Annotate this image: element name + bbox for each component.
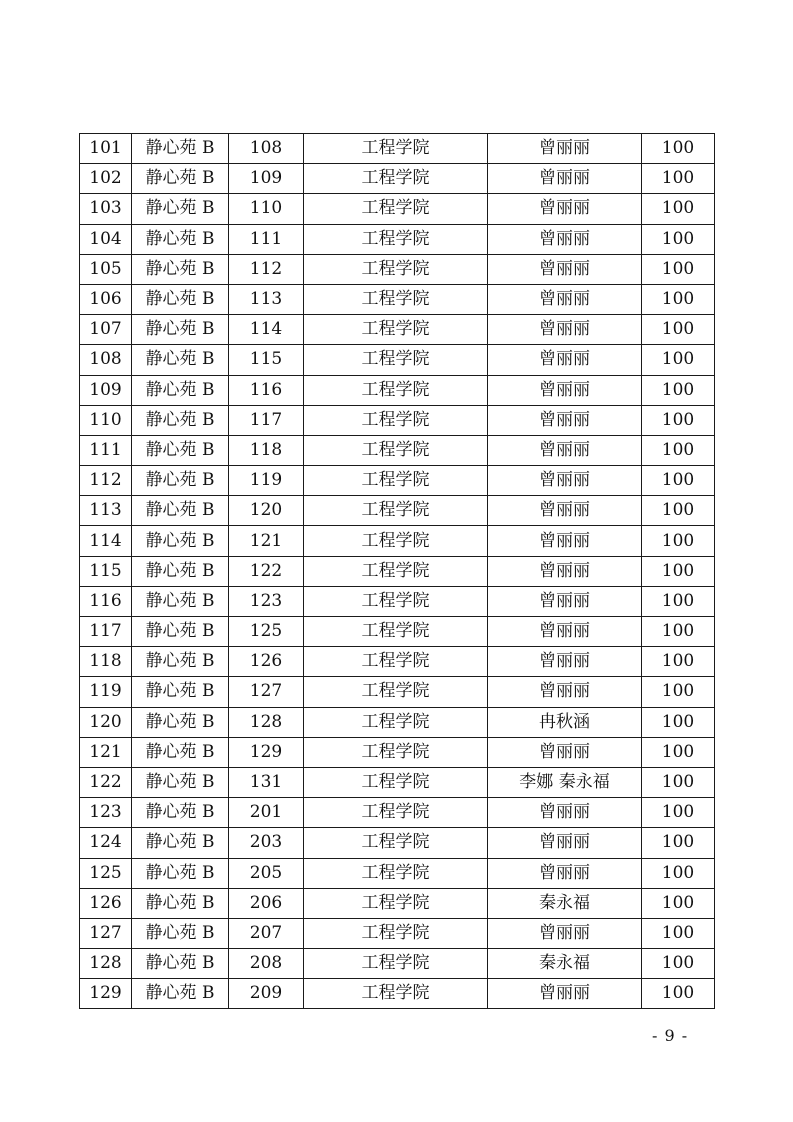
row-index-cell: 117 xyxy=(80,617,132,647)
row-index-cell: 118 xyxy=(80,647,132,677)
room-number-cell: 131 xyxy=(229,767,304,797)
room-number-cell: 118 xyxy=(229,435,304,465)
row-index-cell: 126 xyxy=(80,888,132,918)
table-row xyxy=(80,194,715,224)
room-number-cell: 116 xyxy=(229,375,304,405)
score-cell: 100 xyxy=(642,556,715,586)
building-cell: 静心苑 B xyxy=(132,798,229,828)
row-index-cell: 128 xyxy=(80,949,132,979)
table-row xyxy=(80,979,715,1009)
building-cell: 静心苑 B xyxy=(132,828,229,858)
college-cell: 工程学院 xyxy=(304,435,488,465)
room-number-cell: 115 xyxy=(229,345,304,375)
person-cell: 曾丽丽 xyxy=(488,134,642,164)
college-cell: 工程学院 xyxy=(304,345,488,375)
building-cell: 静心苑 B xyxy=(132,405,229,435)
building-cell: 静心苑 B xyxy=(132,315,229,345)
table-row xyxy=(80,405,715,435)
row-index-cell: 120 xyxy=(80,707,132,737)
building-cell: 静心苑 B xyxy=(132,858,229,888)
row-index-cell: 112 xyxy=(80,466,132,496)
row-index-cell: 121 xyxy=(80,737,132,767)
college-cell: 工程学院 xyxy=(304,315,488,345)
person-cell: 曾丽丽 xyxy=(488,194,642,224)
room-number-cell: 114 xyxy=(229,315,304,345)
row-index-cell: 101 xyxy=(80,134,132,164)
person-cell: 曾丽丽 xyxy=(488,979,642,1009)
room-number-cell: 113 xyxy=(229,284,304,314)
row-index-cell: 122 xyxy=(80,767,132,797)
table-row xyxy=(80,315,715,345)
room-number-cell: 129 xyxy=(229,737,304,767)
college-cell: 工程学院 xyxy=(304,979,488,1009)
row-index-cell: 105 xyxy=(80,254,132,284)
building-cell: 静心苑 B xyxy=(132,194,229,224)
room-number-cell: 206 xyxy=(229,888,304,918)
row-index-cell: 104 xyxy=(80,224,132,254)
building-cell: 静心苑 B xyxy=(132,918,229,948)
score-cell: 100 xyxy=(642,888,715,918)
person-cell: 秦永福 xyxy=(488,888,642,918)
person-cell: 曾丽丽 xyxy=(488,526,642,556)
table-row xyxy=(80,466,715,496)
table-row xyxy=(80,918,715,948)
building-cell: 静心苑 B xyxy=(132,224,229,254)
table-row xyxy=(80,586,715,616)
row-index-cell: 103 xyxy=(80,194,132,224)
row-index-cell: 114 xyxy=(80,526,132,556)
person-cell: 曾丽丽 xyxy=(488,828,642,858)
college-cell: 工程学院 xyxy=(304,526,488,556)
row-index-cell: 125 xyxy=(80,858,132,888)
building-cell: 静心苑 B xyxy=(132,949,229,979)
table-body xyxy=(80,134,715,1009)
row-index-cell: 129 xyxy=(80,979,132,1009)
room-number-cell: 120 xyxy=(229,496,304,526)
person-cell: 曾丽丽 xyxy=(488,617,642,647)
person-cell: 曾丽丽 xyxy=(488,496,642,526)
room-number-cell: 123 xyxy=(229,586,304,616)
person-cell: 曾丽丽 xyxy=(488,556,642,586)
score-cell: 100 xyxy=(642,979,715,1009)
building-cell: 静心苑 B xyxy=(132,556,229,586)
person-cell: 曾丽丽 xyxy=(488,586,642,616)
row-index-cell: 123 xyxy=(80,798,132,828)
score-cell: 100 xyxy=(642,405,715,435)
room-number-cell: 110 xyxy=(229,194,304,224)
room-number-cell: 127 xyxy=(229,677,304,707)
person-cell: 秦永福 xyxy=(488,949,642,979)
college-cell: 工程学院 xyxy=(304,647,488,677)
room-number-cell: 109 xyxy=(229,164,304,194)
person-cell: 曾丽丽 xyxy=(488,435,642,465)
building-cell: 静心苑 B xyxy=(132,526,229,556)
college-cell: 工程学院 xyxy=(304,194,488,224)
college-cell: 工程学院 xyxy=(304,586,488,616)
building-cell: 静心苑 B xyxy=(132,466,229,496)
room-number-cell: 112 xyxy=(229,254,304,284)
room-number-cell: 208 xyxy=(229,949,304,979)
score-cell: 100 xyxy=(642,435,715,465)
score-cell: 100 xyxy=(642,707,715,737)
row-index-cell: 102 xyxy=(80,164,132,194)
table-row xyxy=(80,707,715,737)
room-number-cell: 125 xyxy=(229,617,304,647)
building-cell: 静心苑 B xyxy=(132,435,229,465)
room-number-cell: 205 xyxy=(229,858,304,888)
row-index-cell: 116 xyxy=(80,586,132,616)
person-cell: 曾丽丽 xyxy=(488,224,642,254)
score-cell: 100 xyxy=(642,496,715,526)
table-row xyxy=(80,647,715,677)
college-cell: 工程学院 xyxy=(304,767,488,797)
table-row xyxy=(80,737,715,767)
college-cell: 工程学院 xyxy=(304,254,488,284)
table-row xyxy=(80,224,715,254)
table-row xyxy=(80,375,715,405)
score-cell: 100 xyxy=(642,194,715,224)
college-cell: 工程学院 xyxy=(304,737,488,767)
person-cell: 曾丽丽 xyxy=(488,315,642,345)
person-cell: 曾丽丽 xyxy=(488,737,642,767)
person-cell: 曾丽丽 xyxy=(488,858,642,888)
score-cell: 100 xyxy=(642,526,715,556)
score-cell: 100 xyxy=(642,375,715,405)
college-cell: 工程学院 xyxy=(304,617,488,647)
building-cell: 静心苑 B xyxy=(132,586,229,616)
building-cell: 静心苑 B xyxy=(132,737,229,767)
building-cell: 静心苑 B xyxy=(132,617,229,647)
table-row xyxy=(80,164,715,194)
table-row xyxy=(80,526,715,556)
building-cell: 静心苑 B xyxy=(132,164,229,194)
building-cell: 静心苑 B xyxy=(132,345,229,375)
row-index-cell: 124 xyxy=(80,828,132,858)
row-index-cell: 113 xyxy=(80,496,132,526)
building-cell: 静心苑 B xyxy=(132,888,229,918)
college-cell: 工程学院 xyxy=(304,949,488,979)
person-cell: 曾丽丽 xyxy=(488,466,642,496)
college-cell: 工程学院 xyxy=(304,888,488,918)
page-number: - 9 - xyxy=(652,1026,689,1045)
building-cell: 静心苑 B xyxy=(132,677,229,707)
score-cell: 100 xyxy=(642,345,715,375)
score-cell: 100 xyxy=(642,647,715,677)
person-cell: 曾丽丽 xyxy=(488,918,642,948)
person-cell: 曾丽丽 xyxy=(488,647,642,677)
table-row xyxy=(80,949,715,979)
person-cell: 李娜 秦永福 xyxy=(488,767,642,797)
college-cell: 工程学院 xyxy=(304,858,488,888)
row-index-cell: 110 xyxy=(80,405,132,435)
row-index-cell: 127 xyxy=(80,918,132,948)
table-row xyxy=(80,496,715,526)
room-number-cell: 117 xyxy=(229,405,304,435)
row-index-cell: 107 xyxy=(80,315,132,345)
college-cell: 工程学院 xyxy=(304,375,488,405)
table-row xyxy=(80,345,715,375)
building-cell: 静心苑 B xyxy=(132,979,229,1009)
table-row xyxy=(80,254,715,284)
college-cell: 工程学院 xyxy=(304,284,488,314)
score-cell: 100 xyxy=(642,918,715,948)
college-cell: 工程学院 xyxy=(304,164,488,194)
room-number-cell: 122 xyxy=(229,556,304,586)
person-cell: 曾丽丽 xyxy=(488,284,642,314)
person-cell: 曾丽丽 xyxy=(488,375,642,405)
row-index-cell: 115 xyxy=(80,556,132,586)
score-cell: 100 xyxy=(642,798,715,828)
table-row xyxy=(80,798,715,828)
room-number-cell: 111 xyxy=(229,224,304,254)
table-row xyxy=(80,858,715,888)
building-cell: 静心苑 B xyxy=(132,284,229,314)
table-row xyxy=(80,677,715,707)
building-cell: 静心苑 B xyxy=(132,134,229,164)
table-row xyxy=(80,888,715,918)
person-cell: 曾丽丽 xyxy=(488,405,642,435)
row-index-cell: 111 xyxy=(80,435,132,465)
score-cell: 100 xyxy=(642,466,715,496)
room-number-cell: 126 xyxy=(229,647,304,677)
table-row xyxy=(80,828,715,858)
college-cell: 工程学院 xyxy=(304,496,488,526)
table-row xyxy=(80,284,715,314)
row-index-cell: 109 xyxy=(80,375,132,405)
score-cell: 100 xyxy=(642,617,715,647)
score-cell: 100 xyxy=(642,949,715,979)
score-cell: 100 xyxy=(642,164,715,194)
building-cell: 静心苑 B xyxy=(132,375,229,405)
score-cell: 100 xyxy=(642,767,715,797)
score-cell: 100 xyxy=(642,254,715,284)
score-cell: 100 xyxy=(642,315,715,345)
college-cell: 工程学院 xyxy=(304,405,488,435)
table-row xyxy=(80,617,715,647)
college-cell: 工程学院 xyxy=(304,798,488,828)
college-cell: 工程学院 xyxy=(304,224,488,254)
table-row xyxy=(80,767,715,797)
building-cell: 静心苑 B xyxy=(132,767,229,797)
college-cell: 工程学院 xyxy=(304,677,488,707)
row-index-cell: 106 xyxy=(80,284,132,314)
room-number-cell: 207 xyxy=(229,918,304,948)
score-cell: 100 xyxy=(642,677,715,707)
room-number-cell: 201 xyxy=(229,798,304,828)
person-cell: 曾丽丽 xyxy=(488,677,642,707)
room-number-cell: 128 xyxy=(229,707,304,737)
room-number-cell: 108 xyxy=(229,134,304,164)
building-cell: 静心苑 B xyxy=(132,254,229,284)
table-row xyxy=(80,134,715,164)
score-cell: 100 xyxy=(642,737,715,767)
college-cell: 工程学院 xyxy=(304,918,488,948)
row-index-cell: 108 xyxy=(80,345,132,375)
building-cell: 静心苑 B xyxy=(132,707,229,737)
college-cell: 工程学院 xyxy=(304,134,488,164)
college-cell: 工程学院 xyxy=(304,828,488,858)
college-cell: 工程学院 xyxy=(304,707,488,737)
building-cell: 静心苑 B xyxy=(132,496,229,526)
person-cell: 冉秋涵 xyxy=(488,707,642,737)
college-cell: 工程学院 xyxy=(304,556,488,586)
score-cell: 100 xyxy=(642,224,715,254)
score-cell: 100 xyxy=(642,134,715,164)
room-number-cell: 203 xyxy=(229,828,304,858)
score-cell: 100 xyxy=(642,828,715,858)
score-cell: 100 xyxy=(642,858,715,888)
room-number-cell: 121 xyxy=(229,526,304,556)
person-cell: 曾丽丽 xyxy=(488,798,642,828)
table-row xyxy=(80,556,715,586)
person-cell: 曾丽丽 xyxy=(488,345,642,375)
score-cell: 100 xyxy=(642,586,715,616)
table-row xyxy=(80,435,715,465)
college-cell: 工程学院 xyxy=(304,466,488,496)
room-number-cell: 209 xyxy=(229,979,304,1009)
dormitory-table xyxy=(79,133,715,1009)
building-cell: 静心苑 B xyxy=(132,647,229,677)
room-number-cell: 119 xyxy=(229,466,304,496)
score-cell: 100 xyxy=(642,284,715,314)
person-cell: 曾丽丽 xyxy=(488,164,642,194)
row-index-cell: 119 xyxy=(80,677,132,707)
person-cell: 曾丽丽 xyxy=(488,254,642,284)
